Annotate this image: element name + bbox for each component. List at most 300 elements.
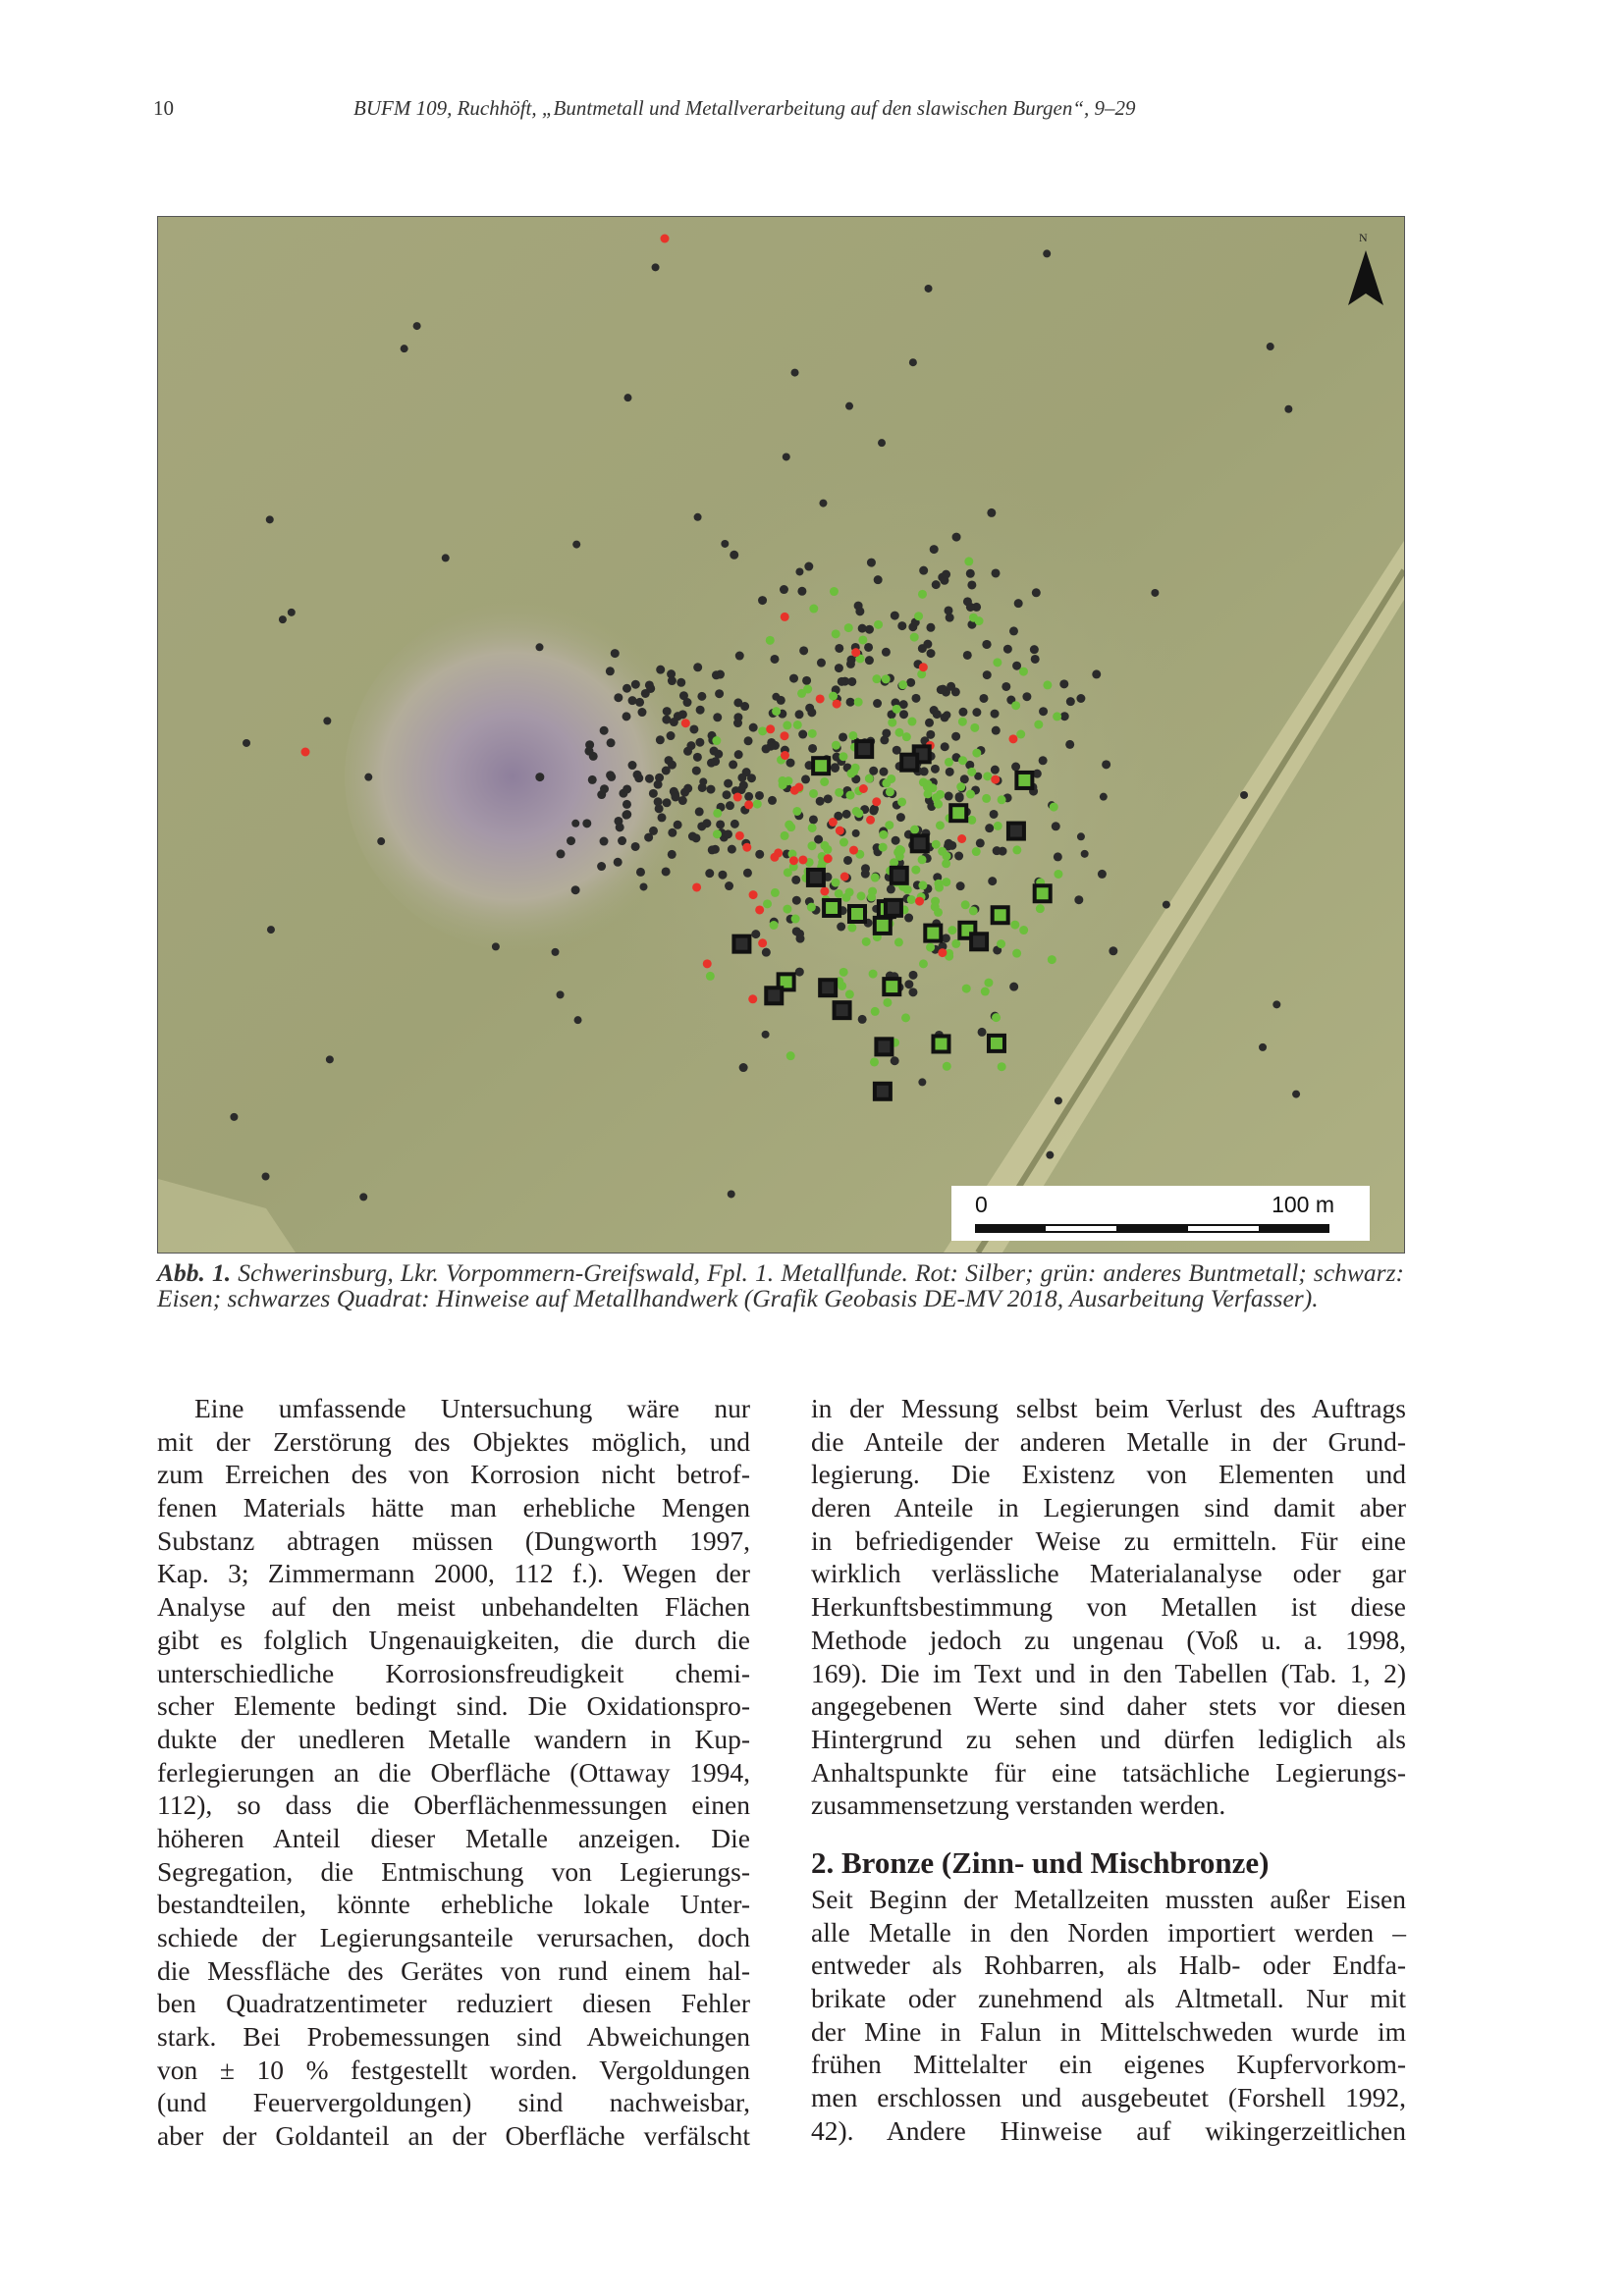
nonferrous-find-marker [894, 937, 903, 946]
iron-find-marker [686, 741, 695, 750]
text-line: Herkunftsbestimmung von Metallen ist diese [811, 1591, 1406, 1623]
text-line: legierung. Die Existenz von Elementen und [811, 1459, 1406, 1490]
nonferrous-find-marker [969, 906, 978, 915]
iron-find-marker [792, 896, 801, 905]
nonferrous-find-marker [781, 831, 789, 840]
metalworking-square-marker [766, 988, 782, 1003]
iron-find-marker [744, 792, 753, 801]
iron-find-marker [1066, 697, 1075, 706]
running-title: BUFM 109, Ruchhöft, „Buntmetall und Metallverarbeitung auf den slawischen Burgen“, 9–29 [353, 96, 1136, 120]
iron-find-marker [795, 710, 804, 719]
nonferrous-find-marker [1036, 904, 1045, 913]
nonferrous-find-marker [865, 774, 874, 783]
iron-find-marker [724, 829, 732, 838]
metalworking-square-marker [884, 979, 899, 994]
iron-find-marker [1055, 1096, 1062, 1104]
iron-find-marker [631, 842, 640, 851]
metalworking-square-marker [875, 918, 891, 934]
nonferrous-find-marker [967, 768, 976, 776]
iron-find-marker [976, 838, 985, 847]
nonferrous-find-marker [879, 843, 888, 852]
iron-find-marker [993, 846, 1001, 855]
iron-find-marker [737, 774, 746, 782]
metalworking-square-marker [892, 868, 907, 883]
text-line: (und Feuervergoldungen) sind nachweisbar, [157, 2087, 750, 2118]
nonferrous-find-marker [911, 866, 920, 875]
iron-find-marker [861, 864, 870, 873]
iron-find-marker [835, 664, 843, 672]
iron-find-marker [1059, 679, 1068, 688]
silver-find-marker [733, 793, 742, 802]
iron-find-marker [770, 655, 779, 664]
nonferrous-find-marker [964, 557, 973, 565]
iron-find-marker [983, 670, 992, 679]
iron-find-marker [705, 869, 714, 878]
iron-find-marker [492, 942, 500, 950]
iron-find-marker [958, 708, 967, 717]
iron-find-marker [744, 736, 753, 745]
nonferrous-find-marker [784, 868, 792, 877]
iron-find-marker [614, 858, 623, 867]
iron-find-marker [230, 1113, 238, 1121]
iron-find-marker [692, 767, 701, 775]
north-arrow-icon [1344, 231, 1387, 309]
iron-find-marker [768, 796, 777, 805]
iron-find-marker [891, 612, 899, 620]
iron-find-marker [899, 710, 908, 719]
iron-find-marker [739, 781, 748, 790]
iron-find-marker [708, 845, 717, 854]
nonferrous-find-marker [992, 1013, 1001, 1022]
silver-find-marker [820, 886, 829, 895]
iron-find-marker [838, 677, 846, 686]
text-line: angegebenen Werte sind daher stets vor diesen [811, 1690, 1406, 1722]
iron-find-marker [656, 666, 665, 674]
iron-find-marker [923, 640, 932, 649]
text-line: gibt es folglich Ungenauigkeiten, die durch die [157, 1624, 750, 1655]
iron-find-marker [597, 862, 606, 871]
text-line: 42). Andere Hinweise auf wikingerzeitlichen [811, 2114, 1406, 2146]
iron-find-marker [614, 693, 623, 702]
nonferrous-find-marker [869, 970, 878, 979]
nonferrous-find-marker [932, 793, 941, 802]
iron-find-marker [552, 948, 560, 956]
silver-find-marker [742, 843, 751, 852]
metalworking-square-marker [824, 900, 839, 916]
iron-find-marker [1009, 626, 1018, 635]
iron-find-marker [557, 849, 566, 858]
nonferrous-find-marker [867, 892, 876, 901]
nonferrous-find-marker [832, 741, 840, 750]
text-line: der Mine in Falun in Mittelschweden wurde im [811, 2015, 1406, 2047]
metalworking-square-marker [813, 758, 829, 774]
text-line: Analyse auf den meist unbehandelten Flächen [157, 1591, 750, 1623]
metalworking-square-marker [971, 934, 987, 949]
nonferrous-find-marker [907, 895, 916, 904]
nonferrous-find-marker [809, 605, 818, 614]
iron-find-marker [677, 678, 685, 687]
iron-find-marker [636, 868, 645, 877]
section-heading: 2. Bronze (Zinn- und Mischbronze) [811, 1844, 1270, 1880]
iron-find-marker [835, 644, 843, 653]
iron-find-marker [852, 829, 860, 837]
nonferrous-find-marker [998, 1062, 1006, 1071]
nonferrous-find-marker [1050, 803, 1058, 812]
silver-find-marker [755, 905, 764, 914]
nonferrous-find-marker [951, 939, 960, 948]
nonferrous-find-marker [862, 937, 871, 946]
iron-find-marker [1100, 793, 1108, 801]
metalworking-square-marker [989, 1036, 1004, 1051]
iron-find-marker [616, 823, 624, 831]
scale-end-label: 100 m [1272, 1192, 1334, 1217]
iron-find-marker [712, 670, 721, 679]
iron-find-marker [713, 713, 722, 721]
iron-find-marker [1076, 694, 1085, 703]
iron-find-marker [734, 750, 743, 759]
scale-bar [951, 1186, 1370, 1241]
iron-find-marker [755, 791, 764, 800]
iron-find-marker [864, 643, 873, 652]
nonferrous-find-marker [839, 968, 848, 977]
nonferrous-find-marker [984, 979, 993, 988]
iron-find-marker [663, 798, 672, 807]
nonferrous-find-marker [924, 789, 933, 798]
nonferrous-find-marker [1011, 701, 1020, 710]
iron-find-marker [1092, 669, 1101, 678]
text-line: zusammensetzung verstanden werden. [811, 1789, 1226, 1821]
iron-find-marker [702, 819, 711, 828]
iron-find-marker [1074, 895, 1083, 904]
nonferrous-find-marker [918, 855, 927, 864]
nonferrous-find-marker [807, 903, 816, 912]
iron-find-marker [1054, 852, 1062, 861]
iron-find-marker [1259, 1043, 1267, 1051]
iron-find-marker [726, 801, 734, 810]
nonferrous-find-marker [712, 736, 721, 745]
iron-find-marker [824, 794, 833, 803]
metalworking-square-marker [835, 1002, 850, 1018]
nonferrous-find-marker [1016, 730, 1025, 739]
nonferrous-find-marker [972, 749, 981, 758]
silver-find-marker [748, 994, 757, 1003]
nonferrous-find-marker [839, 752, 847, 761]
iron-find-marker [951, 732, 960, 741]
iron-find-marker [1065, 740, 1074, 749]
figure-caption [157, 1260, 1404, 1311]
iron-find-marker [413, 322, 421, 330]
iron-find-marker [668, 828, 677, 837]
metalworking-square-marker [1035, 885, 1051, 901]
iron-find-marker [588, 775, 597, 784]
silver-find-marker [840, 872, 849, 881]
text-line: stark. Bei Probemessungen sind Abweichungen [157, 2021, 750, 2053]
iron-find-marker [878, 439, 886, 447]
iron-find-marker [783, 453, 790, 460]
iron-find-marker [668, 761, 677, 770]
nonferrous-find-marker [1019, 667, 1028, 676]
iron-find-marker [699, 777, 707, 785]
iron-find-marker [611, 649, 620, 658]
nonferrous-find-marker [882, 674, 891, 683]
iron-find-marker [926, 623, 935, 632]
iron-find-marker [1052, 822, 1060, 830]
silver-find-marker [866, 816, 875, 825]
iron-find-marker [791, 369, 799, 377]
iron-find-marker [952, 533, 961, 542]
iron-find-marker [740, 702, 749, 711]
nonferrous-find-marker [808, 729, 817, 738]
iron-find-marker [243, 739, 250, 747]
iron-find-marker [623, 800, 631, 809]
iron-find-marker [855, 607, 864, 615]
iron-find-marker [795, 567, 803, 575]
text-line: unterschiedliche Korrosionsfreudigkeit chemi- [157, 1657, 750, 1688]
iron-find-marker [695, 738, 704, 747]
silver-find-marker [301, 748, 310, 757]
silver-find-marker [816, 694, 825, 703]
iron-find-marker [667, 731, 676, 740]
nonferrous-find-marker [918, 590, 927, 599]
metalworking-square-marker [1008, 824, 1024, 839]
iron-find-marker [1081, 850, 1089, 858]
iron-find-marker [571, 885, 580, 894]
nonferrous-find-marker [786, 1051, 795, 1060]
nonferrous-find-marker [883, 998, 892, 1007]
nonferrous-find-marker [839, 838, 848, 847]
text-line: zum Erreichen des von Korrosion nicht betrof- [157, 1459, 750, 1490]
iron-find-marker [733, 713, 742, 721]
text-line: brikate oder zunehmend als Altmetall. Nur mit [811, 1983, 1406, 2013]
nonferrous-find-marker [903, 885, 912, 894]
nonferrous-find-marker [902, 732, 911, 741]
iron-find-marker [668, 850, 677, 859]
silver-find-marker [859, 784, 868, 793]
caption-label: Abb. 1. [157, 1258, 232, 1287]
iron-find-marker [600, 837, 609, 846]
iron-find-marker [987, 508, 996, 517]
iron-find-marker [944, 606, 952, 614]
iron-find-marker [267, 926, 275, 934]
nonferrous-find-marker [931, 902, 940, 911]
iron-find-marker [1039, 756, 1048, 765]
iron-find-marker [1292, 1091, 1300, 1098]
nonferrous-find-marker [832, 629, 840, 638]
iron-find-marker [925, 285, 933, 293]
iron-find-marker [991, 766, 1000, 774]
nonferrous-find-marker [808, 824, 817, 832]
nonferrous-find-marker [947, 926, 956, 934]
iron-find-marker [798, 730, 807, 739]
iron-find-marker [908, 988, 917, 996]
nonferrous-find-marker [803, 685, 812, 694]
iron-find-marker [869, 767, 878, 775]
iron-find-marker [1039, 707, 1048, 716]
iron-find-marker [1014, 599, 1023, 608]
iron-find-marker [656, 735, 665, 744]
nonferrous-find-marker [829, 692, 838, 701]
silver-find-marker [833, 700, 841, 709]
iron-find-marker [847, 656, 856, 665]
lidar-terrain-map [158, 217, 1404, 1253]
text-line: Hintergrund zu sehen und dürfen lediglich als [811, 1723, 1406, 1754]
iron-find-marker [710, 747, 719, 756]
nonferrous-find-marker [958, 756, 967, 765]
silver-find-marker [744, 800, 753, 809]
iron-find-marker [817, 659, 826, 667]
text-line: Segregation, die Entmischung von Legierungs- [157, 1855, 750, 1887]
nonferrous-find-marker [852, 807, 861, 816]
iron-find-marker [729, 760, 737, 769]
iron-find-marker [326, 1055, 334, 1063]
nonferrous-find-marker [1012, 949, 1021, 958]
nonferrous-find-marker [874, 620, 883, 629]
nonferrous-find-marker [887, 774, 895, 783]
iron-find-marker [837, 923, 845, 932]
iron-find-marker [572, 541, 580, 549]
iron-find-marker [715, 689, 724, 698]
iron-find-marker [807, 708, 816, 717]
nonferrous-find-marker [870, 1057, 879, 1066]
silver-find-marker [915, 897, 924, 906]
iron-find-marker [1272, 1000, 1280, 1008]
iron-find-marker [933, 710, 942, 719]
iron-find-marker [628, 696, 637, 705]
nonferrous-find-marker [807, 841, 816, 850]
nonferrous-find-marker [848, 731, 857, 740]
silver-find-marker [991, 775, 1000, 784]
iron-find-marker [724, 779, 732, 788]
iron-find-marker [597, 790, 606, 799]
iron-find-marker [966, 569, 975, 578]
iron-find-marker [751, 930, 760, 938]
iron-find-marker [1077, 832, 1085, 840]
scale-start-label: 0 [975, 1192, 988, 1217]
iron-find-marker [1046, 1151, 1054, 1159]
nonferrous-find-marker [783, 905, 791, 914]
nonferrous-find-marker [753, 800, 762, 809]
iron-find-marker [919, 566, 928, 575]
iron-find-marker [1043, 249, 1051, 257]
nonferrous-find-marker [982, 794, 991, 803]
iron-find-marker [911, 694, 920, 703]
nonferrous-find-marker [901, 1013, 910, 1022]
iron-find-marker [1151, 589, 1159, 597]
silver-find-marker [770, 853, 779, 862]
iron-find-marker [843, 856, 852, 865]
iron-find-marker [695, 807, 704, 816]
nonferrous-find-marker [791, 915, 800, 924]
text-line: dukte der unedleren Metalle wandern in Kup- [157, 1723, 750, 1754]
iron-find-marker [1001, 682, 1010, 691]
iron-find-marker [1012, 662, 1021, 670]
iron-find-marker [607, 773, 616, 781]
iron-find-marker [749, 723, 758, 732]
iron-find-marker [694, 513, 702, 521]
silver-find-marker [824, 854, 833, 863]
iron-find-marker [867, 559, 876, 567]
text-line: mit der Zerstörung des Objektes möglich, und [157, 1425, 750, 1457]
nonferrous-find-marker [1048, 955, 1056, 964]
iron-find-marker [954, 851, 963, 860]
silver-find-marker [872, 797, 881, 806]
nonferrous-find-marker [958, 718, 967, 726]
metalworking-square-marker [875, 1084, 891, 1099]
iron-find-marker [797, 587, 806, 596]
iron-find-marker [567, 836, 575, 845]
iron-find-marker [1031, 655, 1040, 664]
text-line: Kap. 3; Zimmermann 2000, 112 f.). Wegen der [157, 1558, 750, 1589]
scale-bar-graphic [975, 1224, 1329, 1233]
iron-find-marker [697, 692, 706, 701]
iron-find-marker [535, 773, 544, 781]
metalworking-square-marker [933, 1036, 948, 1051]
page-number: 10 [153, 96, 174, 120]
nonferrous-find-marker [919, 959, 928, 968]
nonferrous-find-marker [1019, 926, 1028, 934]
nonferrous-find-marker [897, 797, 906, 806]
nonferrous-find-marker [786, 823, 795, 831]
iron-find-marker [639, 882, 647, 890]
iron-find-marker [1030, 645, 1039, 654]
iron-find-marker [1240, 791, 1248, 799]
iron-find-marker [967, 580, 976, 589]
nonferrous-find-marker [943, 1062, 951, 1071]
nonferrous-find-marker [1043, 680, 1052, 689]
iron-find-marker [795, 968, 804, 977]
iron-find-marker [979, 694, 988, 703]
silver-find-marker [781, 613, 789, 621]
silver-find-marker [692, 882, 701, 891]
iron-find-marker [743, 869, 752, 878]
metalworking-square-marker [733, 936, 749, 952]
text-line: entweder als Rohbarren, als Halb- oder Endfa- [811, 1949, 1406, 1981]
nonferrous-find-marker [847, 924, 856, 933]
nonferrous-find-marker [893, 705, 901, 714]
text-line: in der Messung selbst beim Verlust des Auftrags [811, 1393, 1406, 1423]
text-line: bestandteilen, könnte erhebliche lokale Unter- [157, 1889, 750, 1920]
text-line: in befriedigender Weise zu ermitteln. Für eine [811, 1524, 1406, 1556]
silver-find-marker [789, 856, 798, 865]
metalworking-square-marker [886, 900, 901, 916]
nonferrous-find-marker [879, 830, 888, 839]
iron-find-marker [652, 263, 660, 271]
metalworking-square-marker [901, 755, 917, 771]
iron-find-marker [1284, 405, 1292, 413]
iron-find-marker [668, 676, 677, 685]
nonferrous-find-marker [845, 989, 854, 998]
iron-find-marker [941, 742, 949, 751]
iron-find-marker [607, 738, 616, 747]
iron-find-marker [945, 792, 953, 801]
iron-find-marker [909, 971, 918, 980]
iron-find-marker [644, 833, 653, 842]
iron-find-marker [932, 580, 941, 589]
nonferrous-find-marker [771, 888, 780, 897]
silver-find-marker [749, 890, 758, 899]
iron-find-marker [442, 554, 450, 561]
iron-find-marker [557, 990, 565, 998]
text-line: Methode jedoch zu ungenau (Voß u. a. 1998, [811, 1624, 1406, 1655]
iron-find-marker [678, 710, 687, 719]
iron-find-marker [882, 648, 891, 657]
iron-find-marker [693, 663, 702, 671]
silver-find-marker [780, 731, 788, 740]
text-line: Substanz abtragen müssen (Dungworth 1997, [157, 1524, 750, 1556]
iron-find-marker [904, 914, 913, 923]
text-line: schiede der Legierungsanteile verursachen, doch [157, 1922, 750, 1952]
nonferrous-find-marker [832, 879, 840, 887]
